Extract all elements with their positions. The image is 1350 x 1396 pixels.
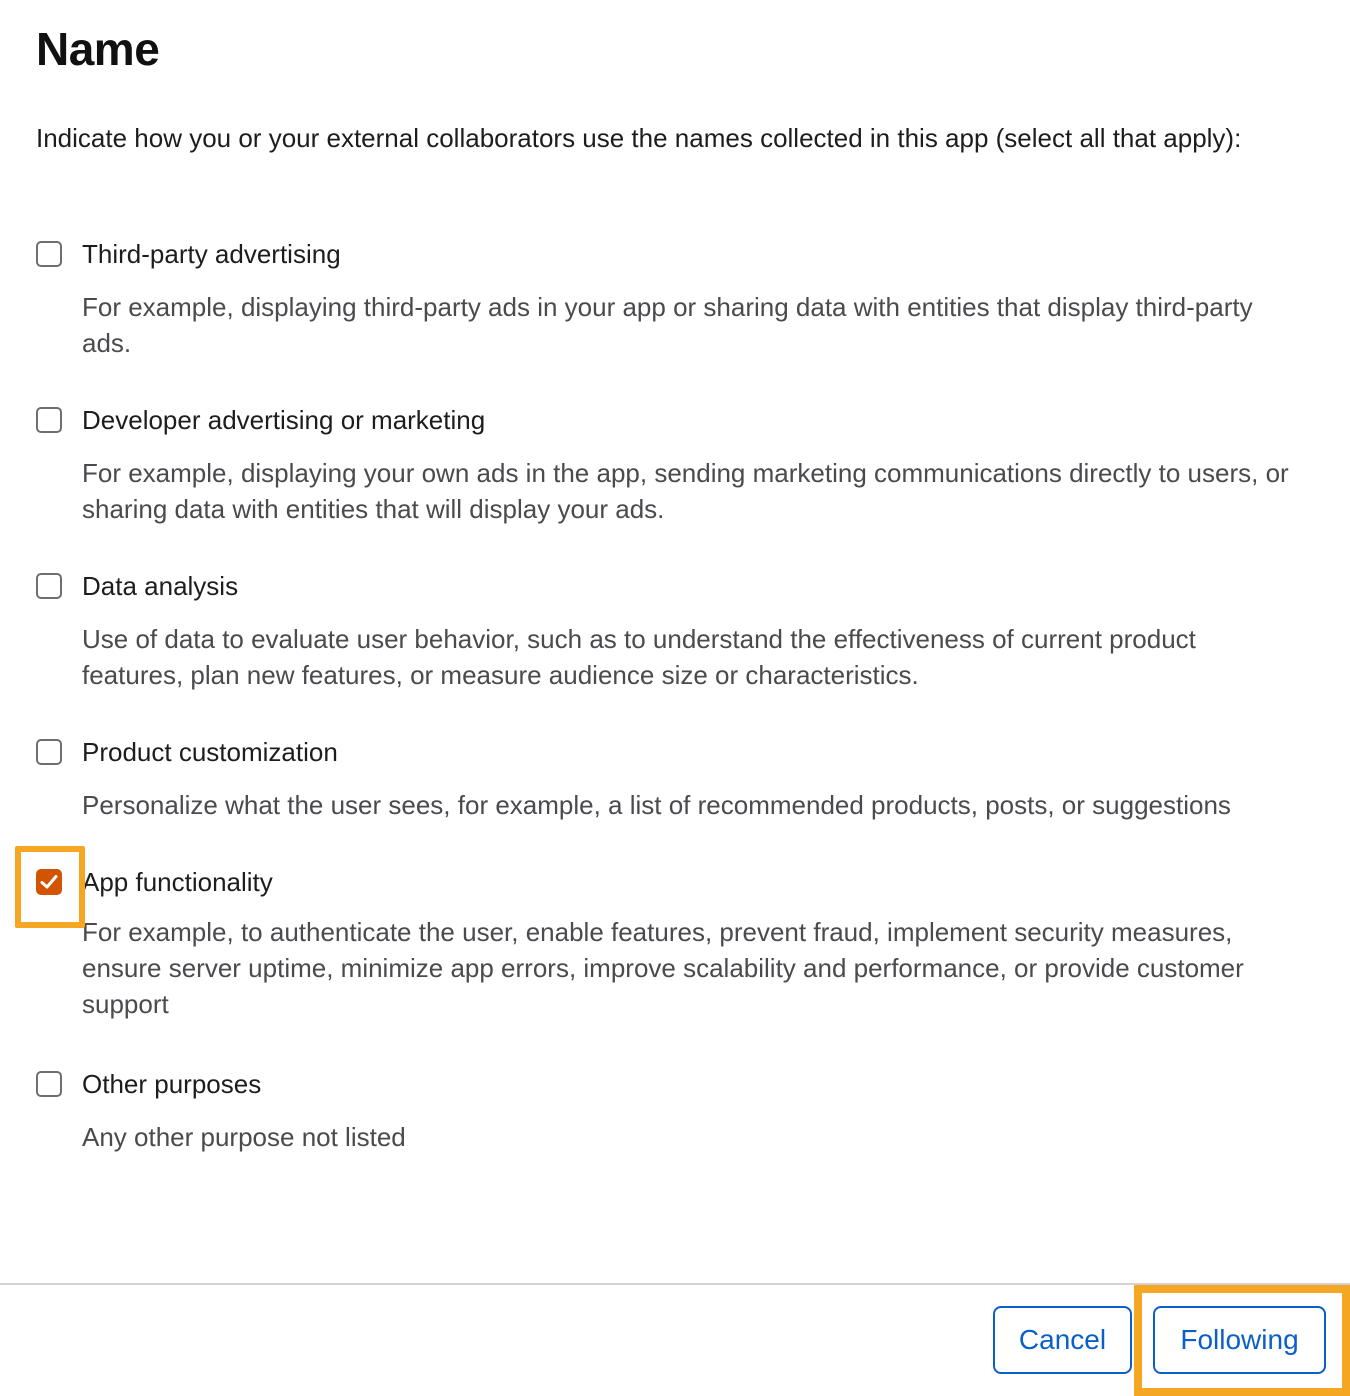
option-description: Any other purpose not listed [82, 1122, 406, 1152]
option-label[interactable]: Third-party advertising [82, 239, 341, 269]
checkbox-wrapper[interactable] [36, 405, 62, 435]
option-label[interactable]: Other purposes [82, 1069, 262, 1099]
checkbox-third-party-advertising[interactable] [36, 241, 62, 267]
option-label[interactable]: Developer advertising or marketing [82, 405, 486, 435]
checkmark-icon [40, 874, 58, 890]
option-label[interactable]: App functionality [82, 867, 273, 897]
cancel-button[interactable]: Cancel [993, 1306, 1132, 1374]
option-label[interactable]: Data analysis [82, 571, 239, 601]
checkbox-wrapper[interactable] [36, 571, 62, 601]
checkbox-data-analysis[interactable] [36, 573, 62, 599]
checkbox-wrapper[interactable] [36, 737, 62, 767]
option-description: For example, displaying third-party ads in your app or sharing data with entities that display third-party ads. [82, 292, 1253, 358]
option-description: Use of data to evaluate user behavior, such as to understand the effectiveness of current product features, plan new features, or measure audience size or characteristics. [82, 624, 1196, 690]
next-button[interactable]: Following [1153, 1306, 1326, 1374]
checkbox-wrapper[interactable] [36, 239, 62, 269]
checkbox-wrapper[interactable] [36, 867, 62, 897]
option-label[interactable]: Product customization [82, 737, 338, 767]
page-title: Name [36, 23, 160, 75]
intro-text: Indicate how you or your external collaborators use the names collected in this app (select all that apply): [36, 123, 1242, 153]
option-description: For example, to authenticate the user, enable features, prevent fraud, implement security measures, ensure server uptime, minimize app errors, improve scalability and performance, or provide customer support [82, 917, 1244, 1019]
footer-divider [0, 1283, 1350, 1285]
option-description: Personalize what the user sees, for example, a list of recommended products, posts, or suggestions [82, 790, 1231, 820]
checkbox-app-functionality[interactable] [36, 869, 62, 895]
checkbox-product-customization[interactable] [36, 739, 62, 765]
option-description: For example, displaying your own ads in the app, sending marketing communications directly to users, or sharing data with entities that will display your ads. [82, 458, 1289, 524]
checkbox-other-purposes[interactable] [36, 1071, 62, 1097]
checkbox-developer-advertising[interactable] [36, 407, 62, 433]
checkbox-wrapper[interactable] [36, 1069, 62, 1099]
